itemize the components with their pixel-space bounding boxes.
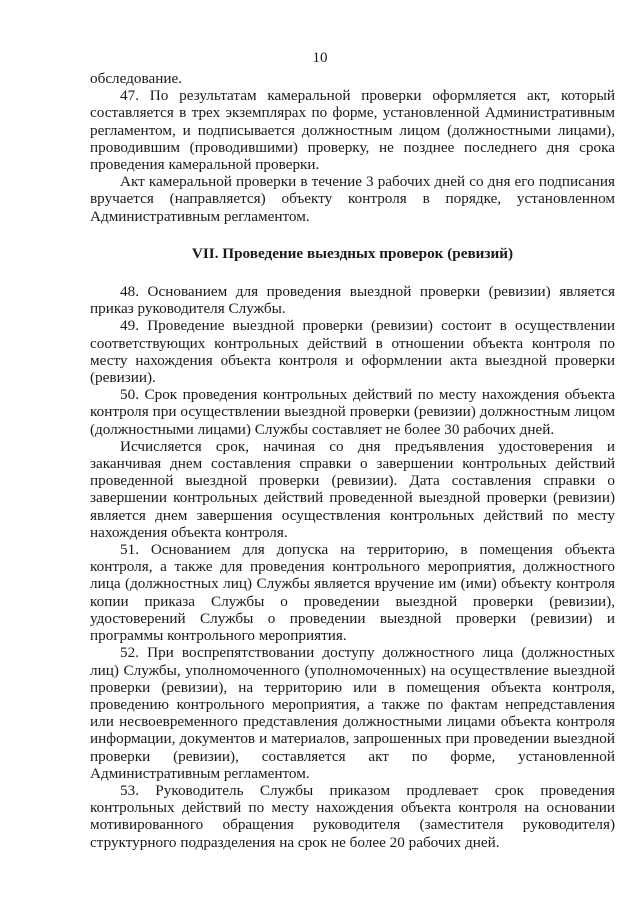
paragraph-49: 49. Проведение выездной проверки (ревизии) состоит в осуществлении соответствующих контрольных действий в отношении объекта контроля по месту нахождения объекта контроля и оформлении акта выездной проверки (ревизии). xyxy=(90,317,615,387)
paragraph-term-calculation: Исчисляется срок, начиная со дня предъявления удостоверения и заканчивая днем составления справки о завершении контрольных действий проведенной выездной проверки (ревизии). Дата составления справки о завершении контрольных действий проведенной выездной проверки (ревизии) является днем завершения осуществления контрольных действий по месту нахождения объекта контроля. xyxy=(90,437,615,541)
paragraph-continuation: обследование. xyxy=(90,70,183,87)
paragraph-50: 50. Срок проведения контрольных действий по месту нахождения объекта контроля при осуществлении выездной проверки (ревизии) должностным лицом (должностными лицами) Службы составляет не более 30 рабочих дней. xyxy=(90,386,615,438)
paragraph-47: 47. По результатам камеральной проверки оформляется акт, который составляется в трех экземплярах по форме, установленной Административным регламентом, и подписывается должностным лицом (должностными лицами), проводившим (проводившими) проверку, не позднее последнего дня срока проведения камеральной проверки. xyxy=(90,87,615,174)
paragraph-51: 51. Основанием для допуска на территорию, в помещения объекта контроля, а также для проведения контрольного мероприятия, должностного лица (должностных лиц) Службы является вручение им (ими) объекту контроля копии приказа Службы о проведении выездной проверки (ревизии), удостоверений Службы о проведении выездной проверки (ревизии) и программы контрольного мероприятия. xyxy=(90,541,615,645)
section-heading: VII. Проведение выездных проверок (ревизий) xyxy=(191,244,514,262)
page-number: 10 xyxy=(312,50,328,66)
paragraph-53: 53. Руководитель Службы приказом продлевает срок проведения контрольных действий по месту нахождения объекта контроля на основании мотивированного обращения руководителя (заместителя руководителя) структурного подразделения на срок не более 20 рабочих дней. xyxy=(90,781,615,851)
paragraph-52: 52. При воспрепятствовании доступу должностного лица (должностных лиц) Службы, уполномоченного (уполномоченных) на осуществление выездной проверки (ревизии), на территорию или в помещения объекта контроля, проведению контрольного мероприятия, а также по фактам непредставления или несвоевременного представления должностными лицами объекта контроля информации, документов и материалов, запрошенных при проведении выездной проверки (ревизии), составляется акт по форме, установленной Административным регламентом. xyxy=(90,644,615,782)
document-body xyxy=(90,70,615,851)
paragraph-act-delivery: Акт камеральной проверки в течение 3 рабочих дней со дня его подписания вручается (направляется) объекту контроля в порядке, установленном Административным регламентом. xyxy=(90,173,615,225)
paragraph-48: 48. Основанием для проведения выездной проверки (ревизии) является приказ руководителя Службы. xyxy=(90,283,615,318)
